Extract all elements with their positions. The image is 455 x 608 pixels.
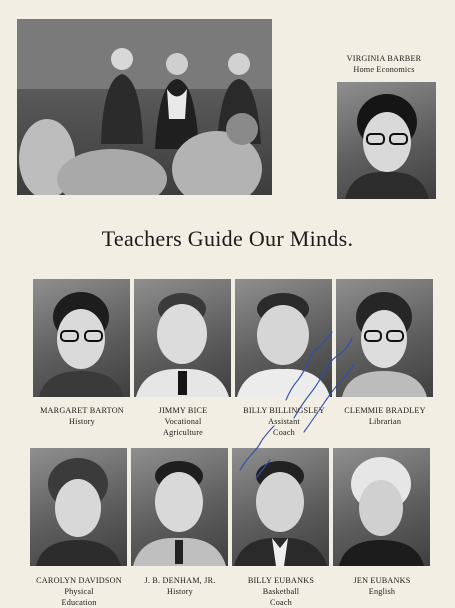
- teacher-name: CLEMMIE BRADLEY: [344, 406, 426, 415]
- teacher-name: JEN EUBANKS: [353, 576, 411, 585]
- teacher-caption: [126, 575, 234, 597]
- teacher-subject: Basketball: [262, 587, 300, 596]
- group-photo: [17, 19, 272, 195]
- teacher-name: VIRGINIA BARBER: [346, 54, 422, 63]
- teacher-photo: [134, 279, 231, 397]
- teacher-caption: [129, 405, 237, 438]
- teacher-caption: [28, 405, 136, 427]
- teacher-subject: Coach: [273, 428, 295, 437]
- teacher-caption: [227, 575, 335, 608]
- teacher-photo: [131, 448, 228, 566]
- teacher-name: BILLY BILLINGSLEY: [243, 406, 325, 415]
- teacher-name: MARGARET BARTON: [40, 406, 124, 415]
- teacher-subject: History: [69, 417, 95, 426]
- teacher-subject: Physical: [64, 587, 94, 596]
- page-title: Teachers Guide Our Minds.: [101, 226, 354, 251]
- teacher-caption: [328, 575, 436, 597]
- teacher-subject: Education: [61, 598, 97, 607]
- teacher-subject: Vocational: [164, 417, 202, 426]
- featured-caption: [334, 53, 434, 75]
- teacher-subject: Coach: [270, 598, 292, 607]
- teacher-subject: Home Economics: [353, 65, 415, 74]
- teacher-subject: Agriculture: [163, 428, 203, 437]
- teacher-name: BILLY EUBANKS: [247, 576, 315, 585]
- teacher-subject: History: [167, 587, 193, 596]
- teacher-subject: English: [368, 587, 396, 596]
- teacher-name: JIMMY BICE: [158, 406, 208, 415]
- teacher-caption: [25, 575, 133, 608]
- teacher-subject: Assistant: [268, 417, 300, 426]
- teacher-name: CAROLYN DAVIDSON: [36, 576, 122, 585]
- teacher-photo-featured: [337, 82, 436, 199]
- teacher-name: J. B. DENHAM, JR.: [144, 576, 216, 585]
- teacher-subject: Librarian: [368, 417, 402, 426]
- teacher-photo: [33, 279, 130, 397]
- handwritten-signature: [226, 300, 376, 480]
- teacher-photo: [30, 448, 127, 566]
